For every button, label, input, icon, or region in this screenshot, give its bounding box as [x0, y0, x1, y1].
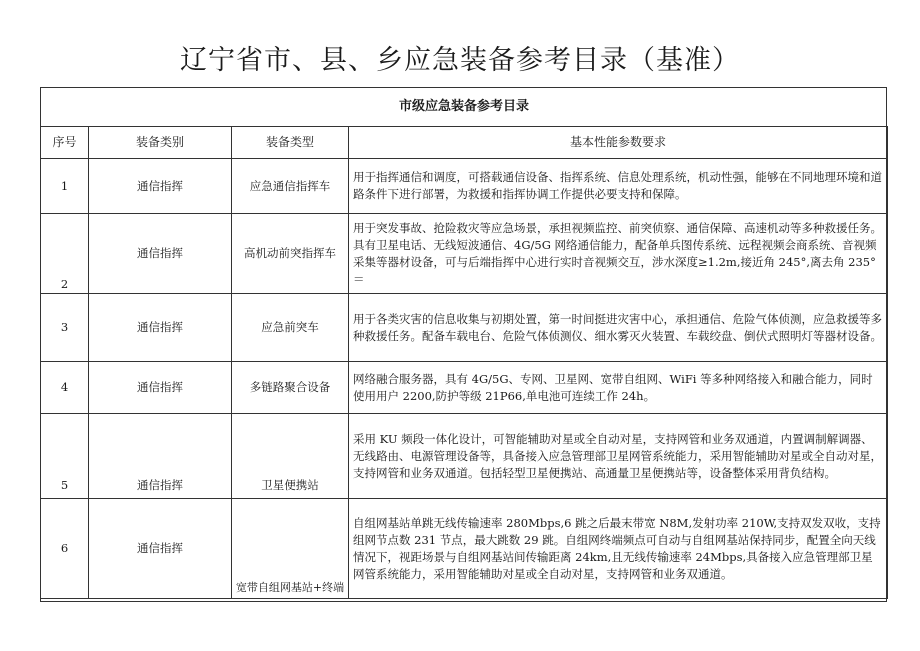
row-category: 通信指挥: [89, 362, 232, 414]
row-index: 4: [41, 362, 89, 414]
row-type: 多链路聚合设备: [232, 362, 349, 414]
row-index: 5: [41, 414, 89, 499]
row-index: 3: [41, 294, 89, 362]
header-type: 装备类型: [232, 127, 349, 159]
row-spec: 自组网基站单跳无线传输速率 280Mbps,6 跳之后最末带宽 N8M,发射功率 210W,支持双发双收，支持组网节点数 231 节点，最大跳数 29 跳。自组网终端频点可自动与自组网基站保持同步，配置全向天线情况下，视距场景与自组网基站间传输距离 24km,且无线传输速率 24Mbps,具备接入应急管理部卫星网管系统能力，采用智能辅助对星或全自动对星，支持网管和业务双通道。: [349, 499, 888, 599]
header-category: 装备类别: [89, 127, 232, 159]
header-index: 序号: [41, 127, 89, 159]
equipment-table: [40, 87, 887, 602]
row-spec: 网络融合服务器，具有 4G/5G、专网、卫星网、宽带自组网、WiFi 等多种网络接入和融合能力，同时使用用户 2200,防护等级 21P66,单电池可连续工作 24h。: [349, 362, 888, 414]
row-type: 高机动前突指挥车: [232, 214, 349, 294]
table-row: [41, 499, 888, 599]
row-index: 2: [41, 214, 89, 294]
row-category: 通信指挥: [89, 414, 232, 499]
table-row: [41, 414, 888, 499]
table-caption-row: [41, 87, 888, 127]
table-row: [41, 159, 888, 214]
row-category: 通信指挥: [89, 499, 232, 599]
header-spec: 基本性能参数要求: [349, 127, 888, 159]
table-row: [41, 362, 888, 414]
row-category: 通信指挥: [89, 159, 232, 214]
document-title: 辽宁省市、县、乡应急装备参考目录（基准）: [180, 45, 740, 76]
row-type: 应急通信指挥车: [232, 159, 349, 214]
row-category: 通信指挥: [89, 214, 232, 294]
row-spec: 采用 KU 频段一体化设计，可智能辅助对星或全自动对星，支持网管和业务双通道，内置调制解调器、无线路由、电源管理设备等，具备接入应急管理部卫星网管系统能力，采用智能辅助对星或全自动对星，支持网管和业务双通道。包括轻型卫星便携站、高通量卫星便携站等，设备整体采用背负结构。: [349, 414, 888, 499]
row-spec: 用于各类灾害的信息收集与初期处置，第一时间挺进灾害中心，承担通信、危险气体侦测，应急救援等多种救援任务。配备车载电台、危险气体侦测仪、细水雾灭火装置、车载绞盘、倒伏式照明灯等器材设备。: [349, 294, 888, 362]
row-index: 1: [41, 159, 89, 214]
row-type: 应急前突车: [232, 294, 349, 362]
table-row: [41, 294, 888, 362]
row-spec: 用于指挥通信和调度，可搭载通信设备、指挥系统、信息处理系统，机动性强，能够在不同地理环境和道路条件下进行部署，为救援和指挥协调工作提供必要支持和保障。: [349, 159, 888, 214]
row-index: 6: [41, 499, 89, 599]
row-type: 卫星便携站: [232, 414, 349, 499]
row-type: 宽带自组网基站+终端: [232, 499, 349, 599]
table-header-row: [41, 127, 888, 159]
table-caption: 市级应急装备参考目录: [41, 87, 888, 127]
table-row: [41, 214, 888, 294]
row-spec: 用于突发事故、抢险救灾等应急场景，承担视频监控、前突侦察、通信保障、高速机动等多种救援任务。具有卫星电话、无线短波通信、4G/5G 网络通信能力，配备单兵图传系统、远程视频会商系统、音视频采集等器材设备，可与后端指挥中心进行实时音视频交互，涉水深度≥1.2m,接近角 245°,离去角 235°＝: [349, 214, 888, 294]
row-category: 通信指挥: [89, 294, 232, 362]
